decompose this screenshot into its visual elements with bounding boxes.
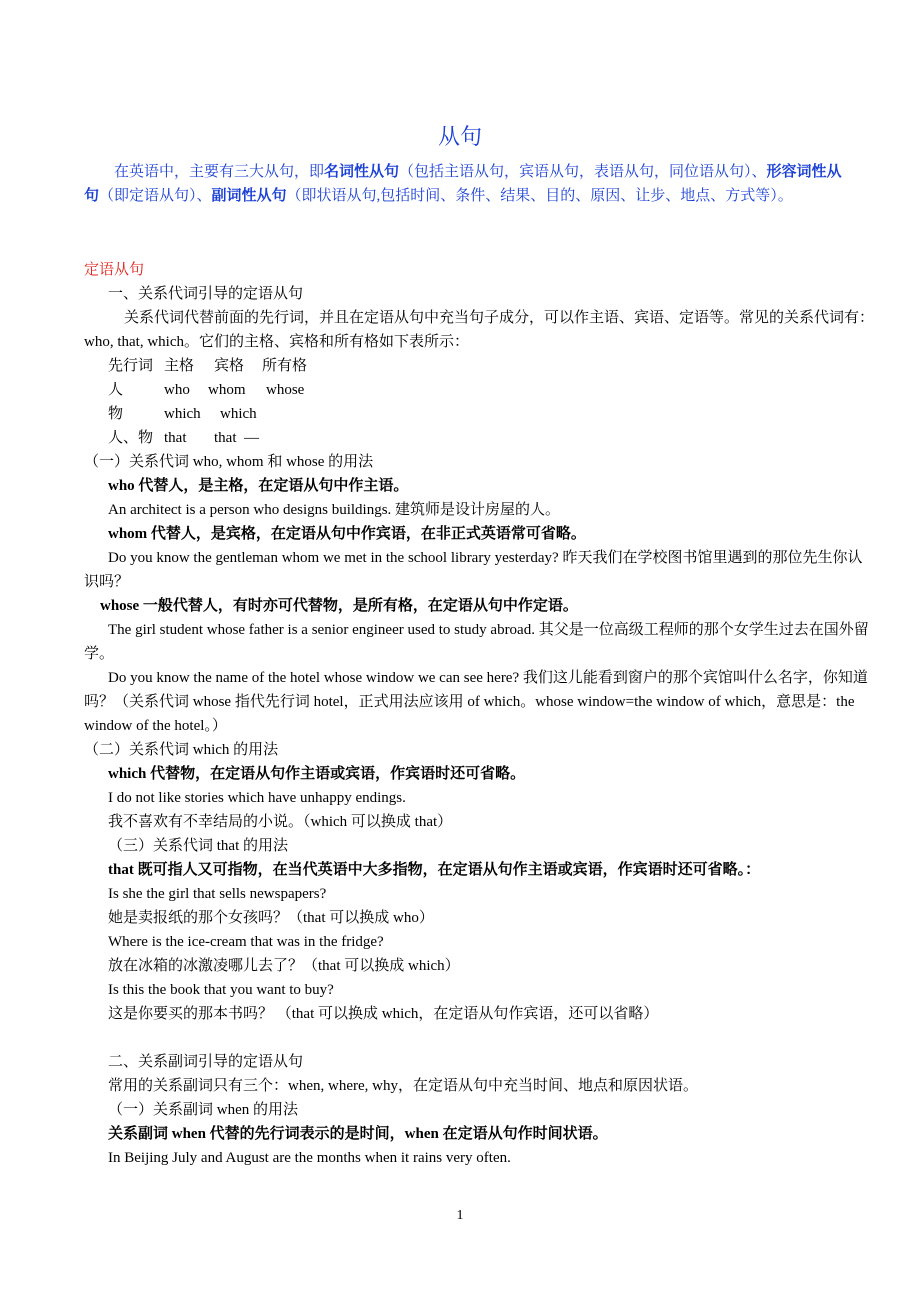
page-number: 1	[456, 1208, 464, 1223]
sub4-heading: （一）关系副词 when 的用法	[108, 1102, 298, 1118]
table-cell: that	[214, 430, 237, 446]
whom-rule: whom 代替人，是宾格，在定语从句中作宾语，在非正式英语常可省略。	[108, 526, 586, 542]
sub3-heading: （三）关系代词 that 的用法	[108, 838, 288, 854]
part1-heading: 一、关系代词引导的定语从句	[108, 286, 304, 302]
part2-description: 常用的关系副词只有三个：when, where, why，在定语从句中充当时间、地点和原因状语。	[108, 1078, 698, 1094]
intro-bold-adverbial-clause: 副词性从句	[211, 188, 287, 204]
whose-example-1: The girl student whose father is a senior engineer used to study abroad. 其父是一位高级工程师的那个女学生过去在国外留学。	[84, 622, 869, 662]
which-example-cn: 我不喜欢有不幸结局的小说。（which 可以换成 that）	[108, 814, 453, 830]
table-header-cell: 所有格	[262, 358, 308, 374]
who-rule: who 代替人，是主格，在定语从句中作主语。	[108, 478, 409, 494]
that-example-3-en: Is this the book that you want to buy?	[108, 982, 334, 998]
table-cell: 物	[108, 406, 124, 422]
intro-text-4: （即状语从句,包括时间、条件、结果、目的、原因、让步、地点、方式等）。	[286, 188, 793, 204]
table-cell: whose	[266, 382, 305, 398]
that-example-1-cn: 她是卖报纸的那个女孩吗？（that 可以换成 who）	[108, 910, 434, 926]
intro-paragraph	[84, 160, 844, 208]
that-example-3-cn: 这是你要买的那本书吗？ （that 可以换成 which，在定语从句作宾语，还可以省略）	[108, 1006, 659, 1022]
that-example-2-en: Where is the ice-cream that was in the fridge?	[108, 934, 384, 950]
which-rule: which 代替物，在定语从句作主语或宾语，作宾语时还可省略。	[108, 766, 526, 782]
intro-text-3: （即定语从句）、	[99, 188, 212, 204]
page-title: 从句	[437, 124, 482, 149]
table-header-cell: 宾格	[214, 358, 245, 374]
that-rule: that 既可指人又可指物，在当代英语中大多指物，在定语从句作主语或宾语，作宾语时还可省略。：	[108, 862, 761, 878]
that-example-2-cn: 放在冰箱的冰激凌哪儿去了？（that 可以换成 which）	[108, 958, 460, 974]
table-header-cell: 先行词	[108, 358, 154, 374]
sub1-heading: （一）关系代词 who, whom 和 whose 的用法	[84, 454, 374, 470]
whom-example: Do you know the gentleman whom we met in the school library yesterday? 昨天我们在学校图书馆里遇到的那位先生你认识吗？	[84, 550, 863, 590]
table-cell: who	[164, 382, 190, 398]
that-example-1-en: Is she the girl that sells newspapers?	[108, 886, 327, 902]
table-header-cell: 主格	[164, 358, 195, 374]
table-cell: 人、物	[108, 430, 154, 446]
table-cell: 人	[108, 382, 124, 398]
table-cell: which	[220, 406, 257, 422]
part1-description: 关系代词代替前面的先行词，并且在定语从句中充当句子成分，可以作主语、宾语、定语等。常见的关系代词有：who, that, which。它们的主格、宾格和所有格如下表所示：	[84, 310, 875, 350]
who-example: An architect is a person who designs buildings. 建筑师是设计房屋的人。	[108, 502, 561, 518]
when-example: In Beijing July and August are the months when it rains very often.	[108, 1150, 511, 1166]
when-rule: 关系副词 when 代替的先行词表示的是时间，when 在定语从句作时间状语。	[108, 1126, 608, 1142]
whose-example-2: Do you know the name of the hotel whose window we can see here? 我们这儿能看到窗户的那个宾馆叫什么名字，你知道吗？（关系代词 whose 指代先行词 hotel，正式用法应该用 of which。whose window=the window of which，意思是：the window of the hotel。）	[84, 670, 868, 734]
sub2-heading: （二）关系代词 which 的用法	[84, 742, 279, 758]
section-heading: 定语从句	[84, 262, 145, 278]
table-cell: whom	[208, 382, 246, 398]
intro-bold-adjective-clause: 形容词性从句	[84, 164, 842, 204]
table-cell: —	[244, 430, 259, 446]
intro-text-1: 在英语中，主要有三大从句，即	[114, 164, 325, 180]
whose-rule: whose 一般代替人，有时亦可代替物，是所有格，在定语从句中作定语。	[100, 598, 578, 614]
part2-heading: 二、关系副词引导的定语从句	[108, 1054, 304, 1070]
which-example-en: I do not like stories which have unhappy endings.	[108, 790, 406, 806]
intro-text-2: （包括主语从句，宾语从句，表语从句，同位语从句）、	[399, 164, 767, 180]
table-cell: that	[164, 430, 187, 446]
table-cell: which	[164, 406, 201, 422]
intro-bold-noun-clause: 名词性从句	[324, 164, 400, 180]
